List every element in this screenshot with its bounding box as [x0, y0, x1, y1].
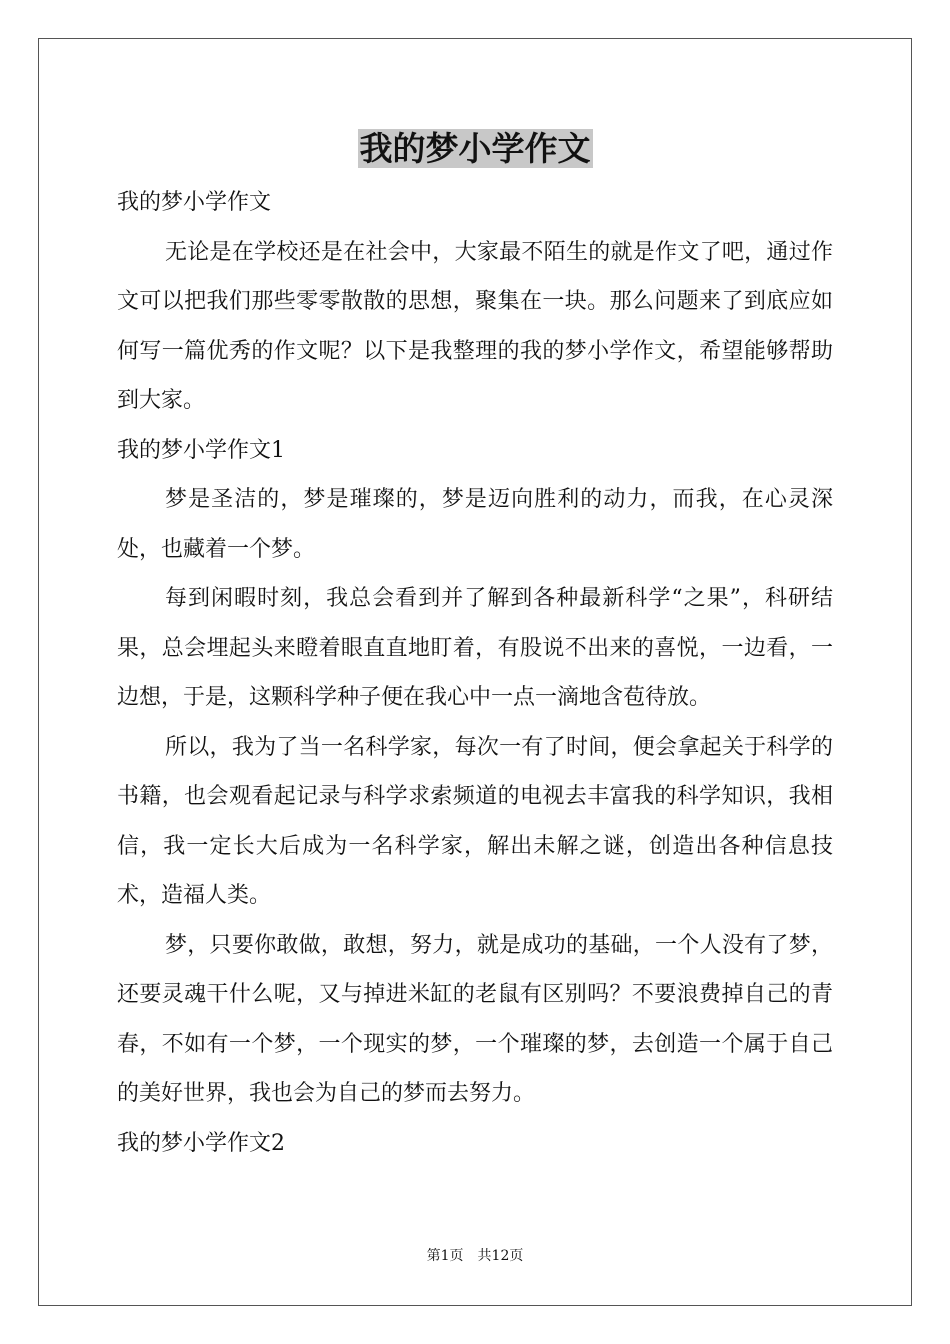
section-heading: 我的梦小学作文 — [117, 190, 272, 215]
section-heading: 我的梦小学作文1 — [117, 437, 285, 463]
paragraph: 梦是圣洁的，梦是璀璨的，梦是迈向胜利的动力，而我，在心灵深处，也藏着一个梦。 — [117, 487, 833, 562]
page-footer: 第1页 共12页 — [426, 1248, 524, 1264]
document-body — [117, 178, 833, 1168]
document-title — [0, 127, 950, 171]
paragraph: 所以，我为了当一名科学家，每次一有了时间，便会拿起关于科学的书籍，也会观看起记录与科学求索频道的电视去丰富我的科学知识，我相信，我一定长大后成为一名科学家，解出未解之谜，创造出各种信息技术，造福人类。 — [117, 734, 833, 908]
paragraph: 梦，只要你敢做，敢想，努力，就是成功的基础，一个人没有了梦，还要灵魂干什么呢，又与掉进米缸的老鼠有区别吗？不要浪费掉自己的青春，不如有一个梦，一个现实的梦，一个璀璨的梦，去创造一个属于自己的美好世界，我也会为自己的梦而去努力。 — [117, 932, 833, 1106]
section-heading: 我的梦小学作文2 — [117, 1130, 285, 1156]
document-title-text: 我的梦小学作文 — [359, 129, 591, 168]
paragraph: 每到闲暇时刻，我总会看到并了解到各种最新科学“之果”，科研结果，总会埋起头来瞪着眼直直地盯着，有股说不出来的喜悦，一边看，一边想，于是，这颗科学种子便在我心中一点一滴地含苞待放。 — [117, 586, 833, 710]
paragraph: 无论是在学校还是在社会中，大家最不陌生的就是作文了吧，通过作文可以把我们那些零零散散的思想，聚集在一块。那么问题来了到底应如何写一篇优秀的作文呢？以下是我整理的我的梦小学作文，希望能够帮助到大家。 — [117, 239, 833, 413]
